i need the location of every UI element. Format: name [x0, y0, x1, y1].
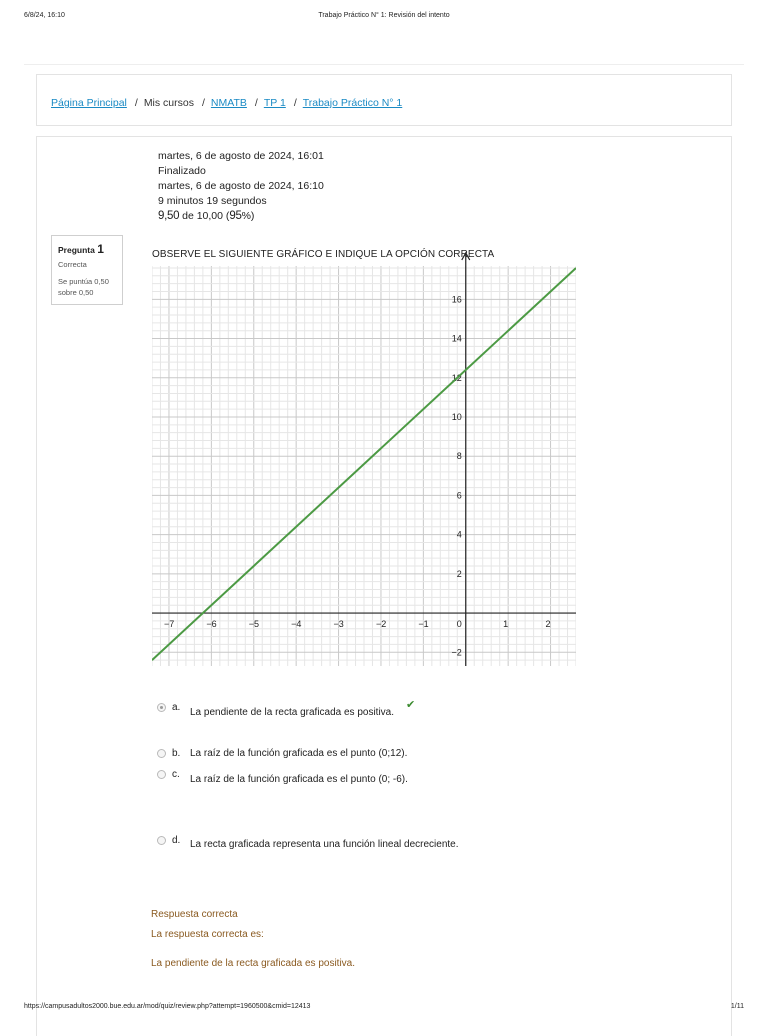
y-tick-label: 2 [456, 568, 462, 579]
option-text: La raíz de la función graficada es el punto (0;12). [190, 748, 408, 759]
question-number [58, 242, 104, 256]
header-divider [24, 64, 744, 65]
y-tick-label: 12 [451, 372, 462, 383]
time-value: 9 minutos 19 segundos [158, 195, 267, 207]
y-tick-label: 8 [456, 451, 462, 462]
finished-value: martes, 6 de agosto de 2024, 16:10 [158, 180, 324, 192]
breadcrumb-separator: / [202, 97, 205, 109]
breadcrumb-container [36, 74, 732, 126]
option-text: La raíz de la función graficada es el punto (0; -6). [190, 774, 408, 785]
print-date: 6/8/24, 16:10 [24, 12, 65, 19]
radio-icon[interactable] [157, 836, 166, 845]
breadcrumb-home-link[interactable]: Página Principal [51, 97, 127, 109]
question-number-value: 1 [97, 242, 104, 256]
question-state: Correcta [58, 260, 87, 269]
breadcrumb-course-link[interactable]: NMATB [210, 97, 247, 109]
breadcrumb-separator: / [134, 97, 138, 109]
line-graph [152, 250, 576, 666]
y-tick-label: 6 [456, 490, 462, 501]
x-tick-label: −5 [248, 619, 260, 630]
radio-icon[interactable] [157, 770, 166, 779]
breadcrumb-separator: / [293, 97, 297, 109]
question-label: Pregunta [58, 245, 95, 255]
print-footer [24, 1003, 744, 1015]
question-grade-info: Se puntúa 0,50 sobre 0,50 [58, 277, 109, 297]
option-letter: d. [172, 835, 181, 846]
print-url: https://campusadultos2000.bue.edu.ar/mod/quiz/review.php?attempt=1960500&cmid=12413 [24, 1003, 311, 1010]
state-value: Finalizado [158, 165, 206, 177]
breadcrumb-section-link[interactable]: TP 1 [263, 97, 286, 109]
check-icon: ✔ [406, 699, 416, 711]
breadcrumb-my-courses: Mis cursos [143, 97, 194, 109]
option-text: La recta graficada representa una función lineal decreciente. [190, 839, 459, 850]
breadcrumb [51, 97, 402, 109]
feedback-result: Respuesta correcta [151, 909, 238, 920]
option-letter: c. [172, 769, 180, 780]
radio-icon[interactable] [157, 749, 166, 758]
y-tick-label: 14 [451, 333, 462, 344]
x-tick-label: 1 [503, 619, 509, 630]
print-title: Trabajo Práctico N° 1: Revisión del intento [318, 12, 450, 19]
print-header [24, 12, 744, 24]
x-tick-label: −6 [206, 619, 217, 630]
grade-percent: 95 [229, 210, 242, 222]
grade-end: %) [241, 210, 255, 222]
x-tick-label: −1 [418, 619, 429, 630]
y-tick-label: 16 [451, 294, 462, 305]
y-tick-label: 10 [451, 411, 462, 422]
feedback-correct-answer: La pendiente de la recta graficada es positiva. [151, 958, 356, 969]
question-text: OBSERVE EL SIGUIENTE GRÁFICO E INDIQUE LA OPCIÓN CORRECTA [152, 249, 495, 260]
x-tick-label: −7 [163, 619, 175, 630]
y-tick-label: 4 [456, 529, 462, 540]
breadcrumb-separator: / [254, 97, 258, 109]
option-letter: a. [172, 702, 181, 713]
grade-value [158, 210, 254, 222]
radio-checked-icon[interactable] [157, 703, 166, 712]
x-tick-label: 0 [456, 619, 462, 630]
grade-rest: de 10,00 ( [179, 210, 230, 222]
option-text: La pendiente de la recta graficada es positiva. [190, 707, 395, 718]
question-info-box [51, 235, 123, 305]
x-tick-label: −4 [291, 619, 302, 630]
print-page-count: 1/11 [730, 1003, 744, 1010]
x-tick-label: −3 [333, 619, 344, 630]
option-letter: b. [172, 748, 181, 759]
y-tick-label: −2 [451, 647, 462, 658]
breadcrumb-quiz-link[interactable]: Trabajo Práctico N° 1 [302, 97, 403, 109]
x-tick-label: −2 [375, 619, 387, 630]
feedback-correct-intro: La respuesta correcta es: [151, 929, 264, 940]
x-tick-label: 2 [545, 619, 551, 630]
started-value: martes, 6 de agosto de 2024, 16:01 [158, 150, 324, 162]
grade-score: 9,50 [158, 210, 180, 222]
